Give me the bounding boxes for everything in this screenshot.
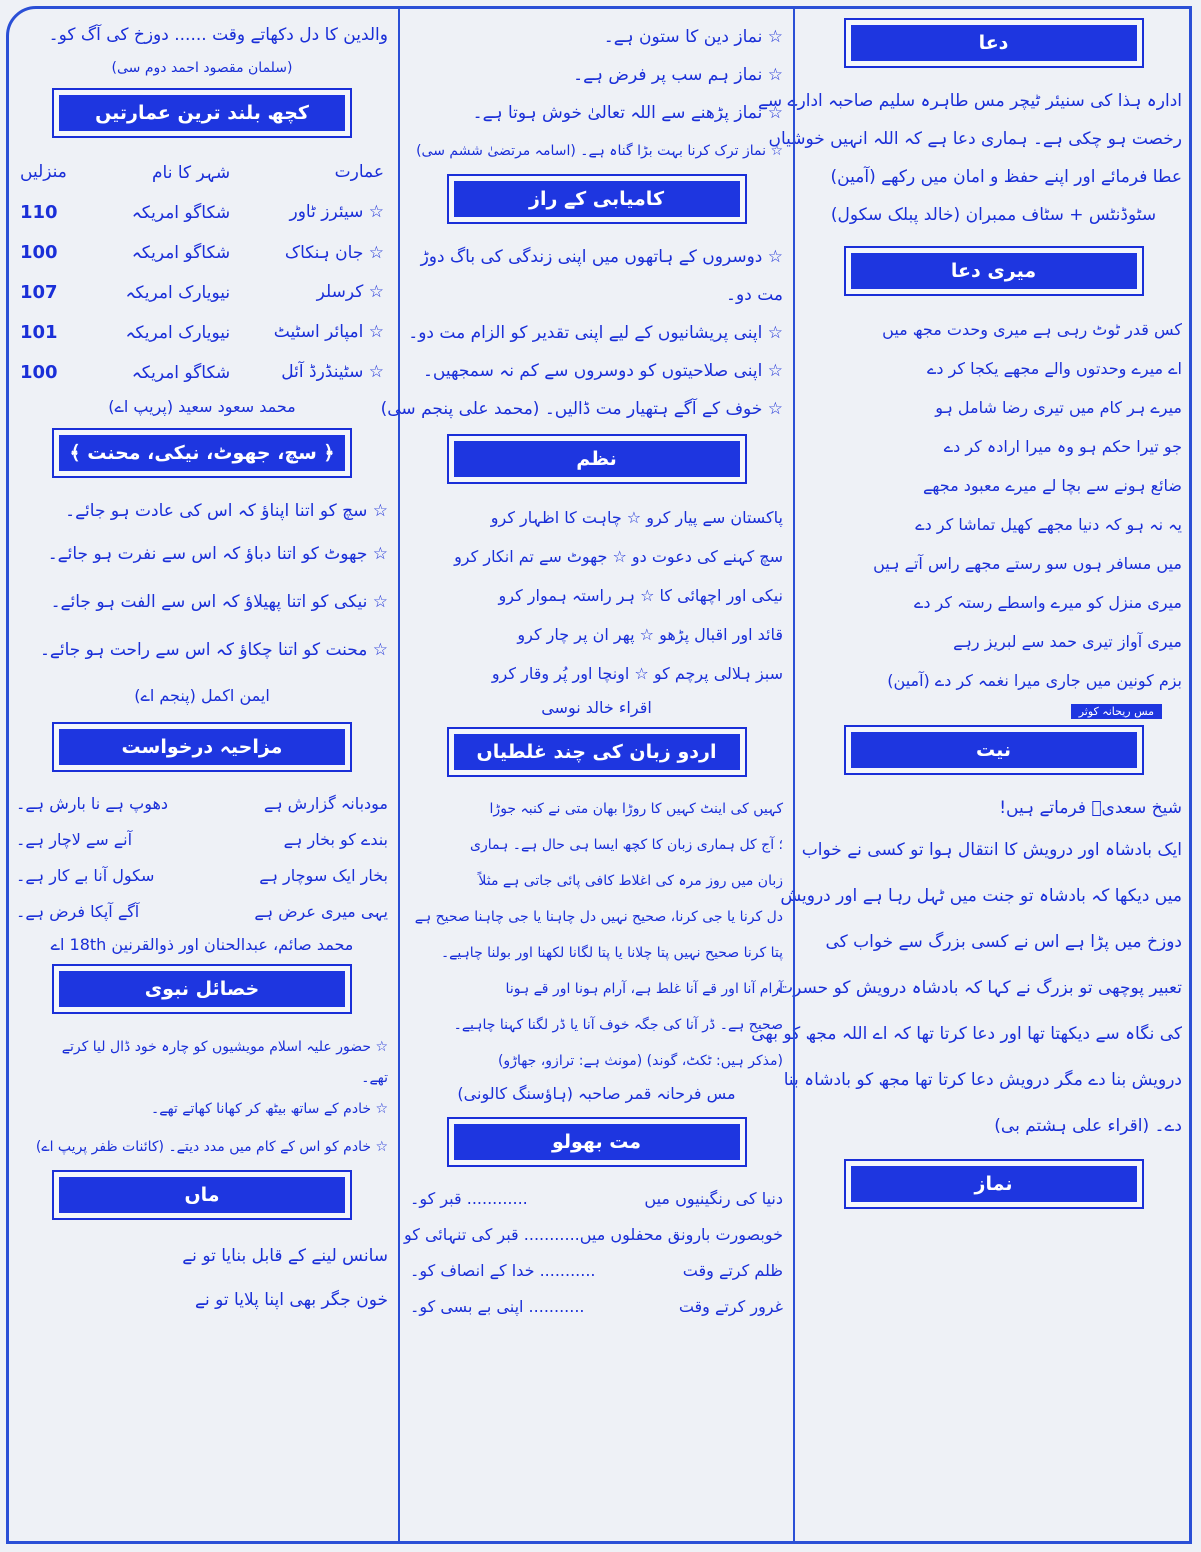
namaz-title: نماز	[851, 1166, 1137, 1202]
table-header-row	[16, 152, 388, 192]
kamyabi-line: ☆ خوف کے آگے ہتھیار مت ڈالیں۔ (محمد علی پنجم سی)	[380, 399, 783, 419]
niyat-line: تعبیر پوچھی تو بزرگ نے کہا کہ بادشاہ درویش کو حسرت	[777, 978, 1182, 998]
buildings-title: کچھ بلند ترین عمارتیں	[59, 95, 345, 131]
table-row	[16, 192, 388, 232]
niyat-line: درویش بنا دے مگر درویش دعا کرتا تھا مجھ کو بادشاہ بنا	[783, 1070, 1182, 1090]
mizahia-row	[16, 858, 388, 894]
niyat-line: دے۔ (اقراء علی ہشتم بی)	[994, 1116, 1182, 1136]
dua-header	[844, 18, 1144, 68]
row-start: یہی میری عرض ہے	[254, 902, 388, 921]
poem-line: اے میرے وحدتوں والے مجھے یکجا کر دے	[926, 359, 1182, 378]
urdu-line: زبان میں روز مرہ کی اغلاط کافی پائی جاتی ہے مثلاً	[478, 873, 783, 889]
sach-title: ﴿ سچ، جھوٹ، نیکی، محنت ﴾	[59, 435, 345, 471]
table-row	[16, 352, 388, 392]
niyat-intro: شیخ سعدیؒ فرماتے ہیں!	[999, 798, 1182, 818]
dua-line: ادارہ ہذا کی سنیئر ٹیچر مس طاہرہ سلیم صاحبہ ادارے سے	[757, 91, 1182, 111]
sach-line: ☆ سچ کو اتنا اپناؤ کہ اس کی عادت ہو جائے۔	[65, 501, 388, 521]
sach-line: ☆ جھوٹ کو اتنا دباؤ کہ اس سے نفرت ہو جائے۔	[47, 544, 388, 564]
niyat-header	[844, 725, 1144, 775]
maan-line: سانس لینے کے قابل بنایا تو نے	[182, 1246, 388, 1266]
kamyabi-header	[447, 174, 747, 224]
row-start: بندے کو بخار ہے	[283, 830, 388, 849]
khasail-line: ☆ خادم کو اس کے کام میں مدد دیتے۔ (کائنات ظفر پریپ اے)	[35, 1139, 388, 1155]
meri-dua-credit: مس ریحانہ کوثر	[1071, 704, 1162, 719]
urdu-line: ؛ آج کل ہماری زبان کا کچھ ایسا ہی حال ہے۔ ہماری	[470, 837, 783, 853]
row-start: بخار ایک سوچار ہے	[259, 866, 388, 885]
top-line: والدین کا دل دکھاتے وقت ...... دوزخ کی آگ کو۔	[48, 25, 388, 45]
row-end: آنے سے لاچار ہے۔	[16, 830, 133, 849]
buildings-credit: محمد سعود سعید (پریپ اے)	[108, 397, 296, 416]
row-end: دھوپ ہے نا بارش ہے۔	[16, 794, 169, 813]
row-end: سکول آنا بے کار ہے۔	[16, 866, 155, 885]
header-floors: منزلیں	[20, 162, 67, 182]
building-city: شکاگو امریکہ	[131, 202, 231, 223]
building-floors: 110	[20, 201, 58, 223]
urdu-title: اردو زبان کی چند غلطیاں	[454, 734, 740, 770]
building-name: ☆ سٹینڈرڈ آئل	[281, 362, 384, 382]
building-name: ☆ جان ہنکاک	[284, 242, 384, 263]
row-start: ظلم کرتے وقت	[682, 1261, 783, 1280]
dua-line: عطا فرمائے اور اپنے حفظ و امان میں رکھے (آمین)	[830, 167, 1182, 187]
poem-line: ضائع ہونے سے بچا لے میرے معبود مجھے	[923, 476, 1182, 495]
poem-line: میری آواز تیری حمد سے لبریز رہے	[953, 632, 1182, 651]
mat-bhoolo-header	[447, 1117, 747, 1167]
khasail-line: ☆ خادم کے ساتھ بیٹھ کر کھانا کھاتے تھے۔	[151, 1101, 388, 1117]
left-column	[6, 6, 398, 1544]
sach-header	[52, 428, 352, 478]
mat-bhoolo-row	[410, 1253, 783, 1289]
poem-line: کس قدر ٹوٹ رہی ہے میری وحدت مجھ میں	[882, 320, 1182, 339]
namaz-line: ☆ نماز ہم سب پر فرض ہے۔	[573, 65, 783, 85]
niyat-title: نیت	[851, 732, 1137, 768]
sach-line: ☆ نیکی کو اتنا پھیلاؤ کہ اس سے الفت ہو جائے۔	[50, 592, 388, 612]
niyat-line: ایک بادشاہ اور درویش کا انتقال ہوا تو کسی نے خواب	[801, 840, 1182, 860]
niyat-line: میں دیکھا کہ بادشاہ تو جنت میں ٹہل رہا ہے اور درویش	[780, 886, 1182, 906]
namaz-header	[844, 1159, 1144, 1209]
building-floors: 100	[20, 361, 58, 383]
nazm-title: نظم	[454, 441, 740, 477]
meri-dua-title: میری دعا	[851, 253, 1137, 289]
mizahia-row	[16, 786, 388, 822]
kamyabi-line: ☆ دوسروں کے ہاتھوں میں اپنی زندگی کی باگ دوڑ	[420, 247, 783, 267]
urdu-line: کہیں کی اینٹ کہیں کا روڑا بھان متی نے کنبہ جوڑا	[489, 801, 783, 817]
row-start: غرور کرتے وقت	[678, 1297, 783, 1316]
kamyabi-line: مت دو۔	[726, 285, 783, 305]
kamyabi-line: ☆ اپنی صلاحیتوں کو دوسروں سے کم نہ سمجھیں۔	[422, 361, 783, 381]
nazm-line: نیکی اور اچھائی کا ☆ ہر راستہ ہموار کرو	[498, 586, 783, 605]
niyat-line: کی نگاہ سے دیکھتا تھا اور دعا کرتا تھا کہ اے اللہ مجھ کو بھی	[751, 1024, 1182, 1044]
dua-line: رخصت ہو چکی ہے۔ ہماری دعا ہے کہ اللہ انہیں خوشیاں	[768, 129, 1182, 149]
top-credit: (سلمان مقصود احمد دوم سی)	[111, 60, 293, 76]
maan-title: ماں	[59, 1177, 345, 1213]
poem-line: جو تیرا حکم ہو وہ میرا ارادہ کر دے	[943, 437, 1182, 456]
table-row	[16, 312, 388, 352]
poem-line: میری منزل کو میرے واسطے رستہ کر دے	[913, 593, 1182, 612]
nazm-credit: اقراء خالد نوسی	[541, 698, 652, 717]
header-name: عمارت	[334, 162, 384, 182]
maan-line: خون جگر بھی اپنا پلایا تو نے	[195, 1290, 388, 1310]
poem-line: میرے ہر کام میں تیری رضا شامل ہو	[935, 398, 1182, 417]
nazm-line: سچ کہنے کی دعوت دو ☆ جھوٹ سے تم انکار کرو	[454, 547, 783, 566]
building-city: نیویارک امریکہ	[125, 282, 231, 303]
urdu-line: (مذکر ہیں: ٹکٹ، گوند) (مونث ہے: ترازو، جھاڑو)	[497, 1053, 783, 1069]
nazm-line: قائد اور اقبال پڑھو ☆ پھر ان پر چار کرو	[517, 625, 783, 644]
urdu-line: آرام آنا اور قے آنا غلط ہے، آرام ہونا اور قے ہونا	[505, 981, 783, 997]
table-row	[16, 232, 388, 272]
buildings-table	[16, 152, 388, 392]
building-floors: 100	[20, 241, 58, 263]
row-start: مودبانہ گزارش ہے	[263, 794, 388, 813]
khasail-line: ☆ حضور علیہ اسلام مویشیوں کو چارہ خود ڈال لیا کرتے	[61, 1039, 388, 1055]
khasail-header	[52, 964, 352, 1014]
building-name: ☆ سیئرز ٹاور	[289, 202, 384, 222]
building-floors: 107	[20, 281, 58, 303]
namaz-line: ☆ نماز پڑھنے سے اللہ تعالیٰ خوش ہوتا ہے۔	[472, 103, 783, 123]
mizahia-title: مزاحیہ درخواست	[59, 729, 345, 765]
namaz-line: ☆ نماز دین کا ستون ہے۔	[603, 27, 783, 47]
urdu-header	[447, 727, 747, 777]
nazm-line: سبز ہلالی پرچم کو ☆ اونچا اور پُر وقار کرو	[491, 664, 783, 683]
poem-line: بزم کونین میں جاری میرا نغمہ کر دے (آمین)	[887, 671, 1182, 690]
row-end: ........... خدا کے انصاف کو۔	[410, 1261, 596, 1280]
urdu-line: دل کرنا یا جی کرنا، صحیح نہیں دل چاہنا یا جی چاہنا صحیح ہے	[414, 909, 783, 925]
khasail-title: خصائل نبوی	[59, 971, 345, 1007]
middle-column	[380, 6, 795, 1544]
row-start: خوبصورت بارونق محفلوں میں	[579, 1225, 783, 1244]
poem-line: میں مسافر ہوں سو رستے مجھے راس آتے ہیں	[873, 554, 1182, 573]
mat-bhoolo-row	[410, 1289, 783, 1325]
dua-credit: سٹوڈنٹس + سٹاف ممبران (خالد پبلک سکول)	[830, 205, 1157, 225]
nazm-header	[447, 434, 747, 484]
namaz-line: ☆ نماز ترک کرنا بہت بڑا گناہ ہے۔ (اسامہ مرتضیٰ ششم سی)	[416, 143, 783, 159]
niyat-line: دوزخ میں پڑا ہے اس نے کسی بزرگ سے خواب کی	[825, 932, 1182, 952]
buildings-header	[52, 88, 352, 138]
mizahia-row	[16, 822, 388, 858]
poem-line: یہ نہ ہو کہ دنیا مجھے کھیل تماشا کر دے	[915, 515, 1182, 534]
mizahia-header	[52, 722, 352, 772]
building-floors: 101	[20, 321, 58, 343]
row-end: ............ قبر کو۔	[410, 1189, 528, 1208]
row-end: ........... اپنی بے بسی کو۔	[410, 1297, 585, 1316]
meri-dua-header	[844, 246, 1144, 296]
mizahia-credit: محمد صائم، عبدالحنان اور ذوالقرنین 18th اے	[50, 935, 354, 954]
row-end: آگے آپکا فرض ہے۔	[16, 902, 140, 921]
mat-bhoolo-row	[403, 1217, 783, 1253]
building-name: ☆ امپائر اسٹیٹ	[273, 322, 384, 342]
mat-bhoolo-title: مت بھولو	[454, 1124, 740, 1160]
sach-line: ☆ محنت کو اتنا چکاؤ کہ اس سے راحت ہو جائے۔	[39, 640, 388, 660]
building-city: نیویارک امریکہ	[125, 322, 231, 343]
kamyabi-line: ☆ اپنی پریشانیوں کے لیے اپنی تقدیر کو الزام مت دو۔	[408, 323, 783, 343]
urdu-line: پتا کرنا صحیح نہیں پتا چلانا یا پتا لگانا لکھنا اور بولنا چاہیے۔	[440, 945, 783, 961]
table-row	[16, 272, 388, 312]
row-end: ........... قبر کی تنہائی کو	[403, 1225, 580, 1244]
urdu-credit: مس فرحانہ قمر صاحبہ (ہاؤسنگ کالونی)	[457, 1084, 736, 1103]
building-city: شکاگو امریکہ	[131, 242, 231, 263]
sach-credit: ایمن اکمل (پنجم اے)	[134, 686, 270, 705]
urdu-line: صحیح ہے۔ ڈر آنا کی جگہ خوف آنا یا ڈر لگنا کہنا چاہیے۔	[453, 1017, 783, 1033]
mat-bhoolo-row	[410, 1181, 783, 1217]
header-city: شہر کا نام	[152, 162, 231, 183]
row-start: دنیا کی رنگینیوں میں	[644, 1189, 783, 1208]
nazm-line: پاکستان سے پیار کرو ☆ چاہت کا اظہار کرو	[490, 508, 783, 527]
mizahia-row	[16, 894, 388, 930]
khasail-line: تھے۔	[361, 1070, 388, 1086]
kamyabi-title: کامیابی کے راز	[454, 181, 740, 217]
dua-title: دعا	[851, 25, 1137, 61]
building-city: شکاگو امریکہ	[131, 362, 231, 383]
maan-header	[52, 1170, 352, 1220]
building-name: ☆ کرسلر	[316, 282, 384, 302]
